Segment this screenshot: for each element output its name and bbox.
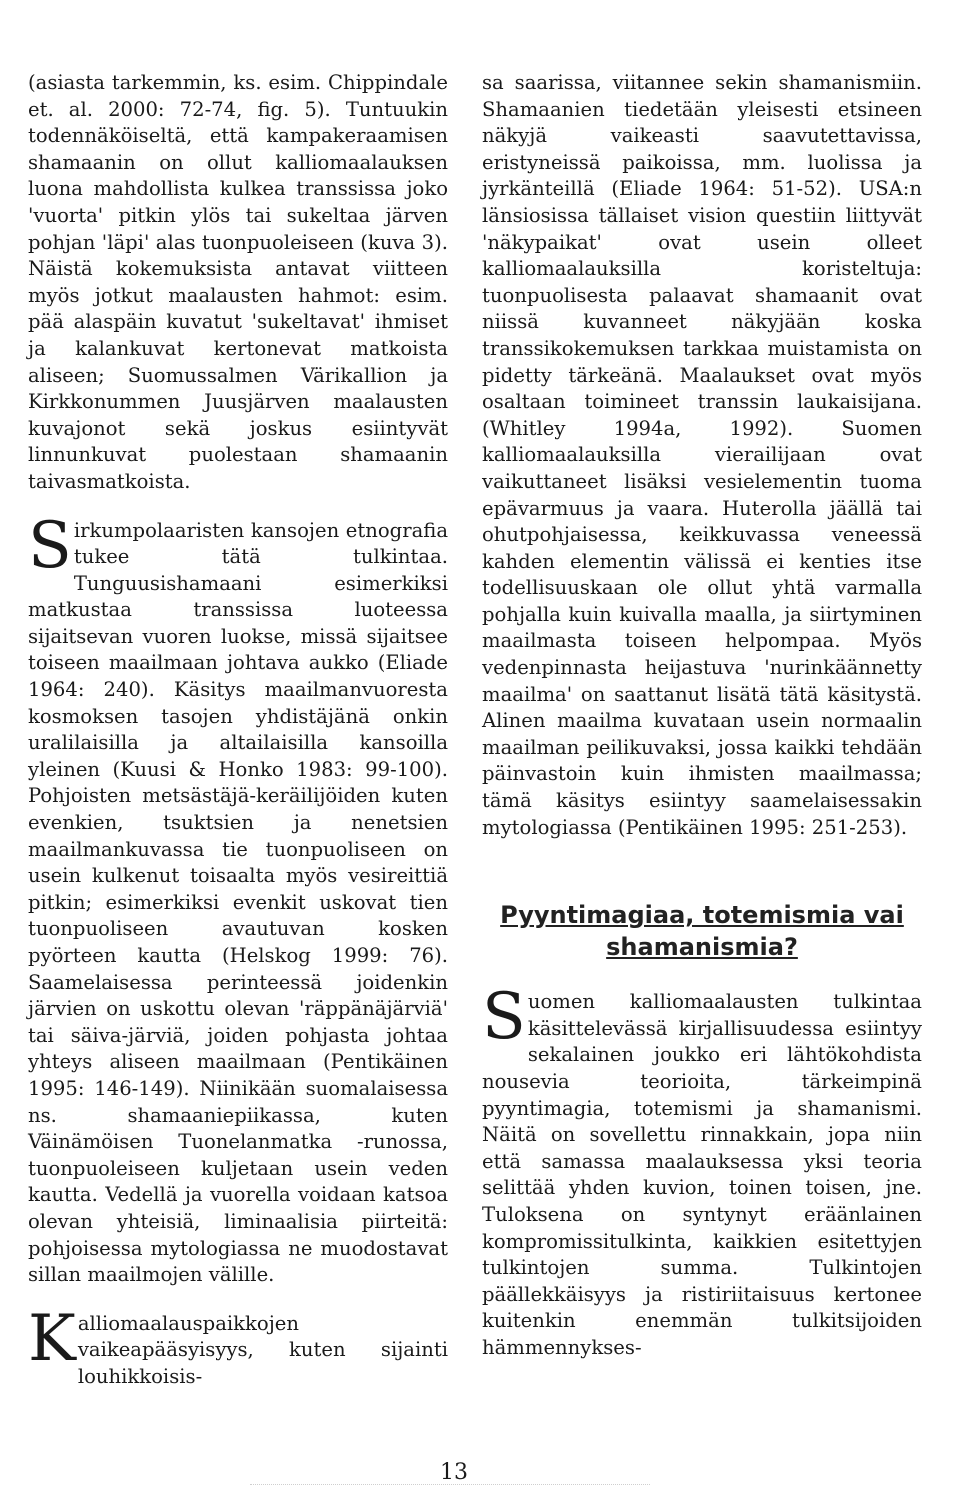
page-number: 13	[440, 1460, 468, 1485]
left-paragraph-1: (asiasta tarkemmin, ks. esim. Chippindale et. al. 2000: 72-74, fig. 5). Tuntuukin todennäköiseltä, että kampakeraamisen shamaanin on ollut kalliomaalauksen luona mahdollista kulkea transsissa joko 'vuorta' pitkin ylös tai sukeltaa järven pohjan 'läpi' alas tuonpuoleiseen (kuva 3). Näistä kokemuksista antavat viitteen myös jotkut maalausten hahmot: esim. pää alaspäin kuvatut 'sukeltavat' ihmiset ja kalankuvat kertonevat matkoista aliseen; Suomussalmen Värikallion ja Kirkkonummen Juusjärven maalausten kuvajonot sekä joskus esiintyvät linnunkuvat puolestaan shamaanin taivasmatkoista.	[28, 71, 448, 493]
right-paragraph-1: sa saarissa, viitannee sekin shamanismiin. Shamaanien tiedetään yleisesti etsineen näkyjä vaikeasti saavutettavissa, eristyneissä paikoissa, mm. luolissa ja jyrkänteillä (Eliade 1964: 51-52). USA:n länsiosissa tällaiset vision questiin liittyvät 'näkypaikat' ovat usein olleet kalliomaalauksilla koristeltuja: tuonpuolisesta palaavat shamaanit ovat niissä kuvanneet näkyjään koska transsikokemuksen tarkkaa muistamista on pidetty tärkeänä. Maalaukset ovat myös osaltaan toimineet transsin laukaisijana. (Whitley 1994a, 1992). Suomen kalliomaalauksilla vierailijaan ovat vaikuttaneet lisäksi vesielementin tuoma epävarmuus ja vaara. Huterolla jäällä tai ohutpohjaisessa, keikkuvassa veneessä kahden elementin välissä ei kenties itse todellisuuskaan ole ollut yhtä varmalla pohjalla kuin kuivalla maalla, ja siirtyminen maailmasta toiseen helpompaa. Myös vedenpinnasta heijastuva 'nurinkäännetty maailma' on saattanut lisätä tätä käsitystä. Alinen maailma kuvataan usein normaalin maailman peilikuvaksi, jossa kaikki tehdään päinvastoin kuin ihmisten maailmassa; tämä käsitys esiintyy saamelaisessakin mytologiassa (Pentikäinen 1995: 251-253).	[482, 71, 922, 839]
left-paragraph-3: Kalliomaalauspaikkojen vaikeapääsyisyys, kuten sijainti louhikkoisis-	[28, 1301, 448, 1388]
right-paragraph-2: Suomen kalliomaalausten tulkintaa käsittelevässä kirjallisuudessa esiintyy sekalainen joukko eri lähtökohdista nousevia teorioita, tärkeimpinä pyyntimagia, totemismi ja shamanismi. Näitä on sovellettu rinnakkain, jopa niin että samassa maalauksessa yksi teoria selittää yhden kuvion, toinen toisen, jne. Tuloksena on syntynyt eräänlainen kompromissitulkinta, kaikkien esitettyjen tulkintojen summa. Tulkintojen päällekkäisyys ja ristiriitaisuus kertonee kuitenkin enemmän tulkitsijoiden hämmennykses-	[482, 980, 922, 1359]
footer-dots	[250, 1484, 650, 1485]
right-column	[482, 70, 922, 1362]
section-heading: Pyyntimagiaa, totemismia vai shamanismia?	[500, 901, 904, 962]
left-column	[28, 70, 448, 1391]
left-paragraph-2: Sirkumpolaaristen kansojen etnografia tukee tätä tulkintaa. Tunguusishamaani esimerkiksi matkustaa transsissa luoteessa sijaitsevan vuoren luokse, missä sijaitsee toiseen maailmaan johtava aukko (Eliade 1964: 240). Käsitys maailmanvuoresta kosmoksen tasojen yhdistäjänä onkin uralilaisilla ja altailaisilla kansoilla yleinen (Kuusi & Honko 1983: 99-100). Pohjoisten metsästäjä-keräilijöiden kuten evenkien, tsuktsien ja nenetsien maailmankuvassa tie tuonpuoliseen on usein kulkenut toisaalta myös vesireittiä pitkin; esimerkiksi evenkit uskovat tien tuonpuoliseen avautuvan kosken pyörteen kautta (Helskog 1999: 76). Saamelaisessa perinteessä joidenkin järvien on uskottu olevan 'räppänäjärviä' tai säiva-järviä, joiden pohjasta johtaa yhteys aliseen maailmaan (Pentikäinen 1995: 146-149). Niinikään suomalaisessa ns. shamaaniepiikassa, kuten Väinämöisen Tuonelanmatka -runossa, tuonpuoleiseen kuljetaan usein veden kautta. Vedellä ja vuorella voidaan katsoa olevan yhteisiä, liminaalisia piirteitä: pohjoisessa mytologiassa ne muodostavat sillan maailmojen välille.	[28, 508, 448, 1287]
